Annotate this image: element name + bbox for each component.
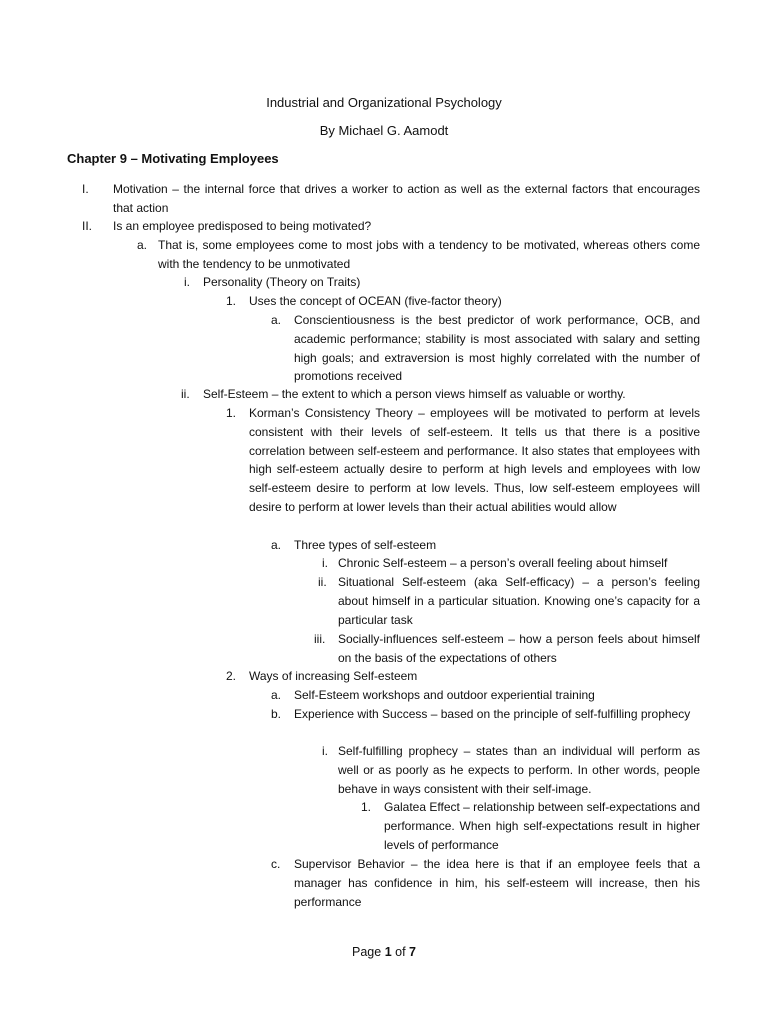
outline-text: Experience with Success – based on the principle of self-fulfilling prophecy [294,707,691,721]
outline-text: Conscientiousness is the best predictor of work performance, OCB, and academic performance; stability is most associated with salary and setting high goals; and extraversion is most highly correlated with the number of promotions received [294,313,700,384]
of-label: of [395,945,406,959]
outline-item-13 [226,667,700,686]
outline-item-5 [226,292,700,311]
outline-marker: a. [271,538,282,552]
outline-item-14 [271,686,700,705]
page-label: Page [352,945,382,959]
outline-item-3 [137,236,700,274]
outline-marker: b. [271,707,282,721]
outline-item-2 [82,217,700,236]
outline-marker: i. [322,556,328,570]
page-footer [0,944,768,960]
outline-item-10 [322,554,700,573]
outline-item-9 [271,536,700,555]
outline-marker: I. [82,182,89,196]
outline-text: Self-Esteem – the extent to which a person views himself as valuable or worthy. [203,387,626,401]
outline-item-1 [82,180,700,218]
outline-item-7 [181,385,700,404]
outline-item-18 [271,855,700,911]
outline-marker: 2. [226,669,237,683]
outline-marker: c. [271,857,281,871]
outline-marker: i. [184,275,190,289]
outline-text: Is an employee predisposed to being motivated? [113,219,372,233]
outline-item-6 [271,311,700,386]
document-title: Industrial and Organizational Psychology [266,95,502,110]
outline-marker: a. [271,313,282,327]
outline-marker: a. [271,688,282,702]
outline-text: Uses the concept of OCEAN (five-factor theory) [249,294,502,308]
outline-marker: 1. [361,800,372,814]
document-author: By Michael G. Aamodt [319,123,449,138]
outline-text: Three types of self-esteem [294,538,437,552]
outline-item-8 [226,404,700,517]
outline-item-15 [271,705,700,724]
outline-text: That is, some employees come to most jobs with a tendency to be motivated, whereas others come with the tendency to be unmotivated [158,238,700,271]
outline-item-4 [184,273,700,292]
outline-text: Motivation – the internal force that drives a worker to action as well as the external factors that encourages that action [113,182,700,215]
outline-marker: a. [137,238,148,252]
outline-item-11 [318,573,700,629]
outline-marker: i. [322,744,328,758]
outline-text: Ways of increasing Self-esteem [249,669,418,683]
outline-marker: iii. [314,632,326,646]
chapter-heading: Chapter 9 – Motivating Employees [67,151,279,166]
outline-text: Galatea Effect – relationship between self-expectations and performance. When high self-expectations result in higher levels of performance [384,800,700,852]
outline-text: Situational Self-esteem (aka Self-efficacy) – a person’s feeling about himself in a particular situation. Knowing one’s capacity for a particular task [338,575,700,627]
outline-text: Socially-influences self-esteem – how a person feels about himself on the basis of the expectations of others [338,632,700,665]
outline-text: Personality (Theory on Traits) [203,275,361,289]
outline-marker: II. [82,219,93,233]
outline-text: Supervisor Behavior – the idea here is that if an employee feels that a manager has confidence in him, his self-esteem will increase, then his performance [294,857,700,909]
total-pages: 7 [409,945,416,959]
outline-marker: 1. [226,294,237,308]
outline-item-12 [314,630,700,668]
outline-text: Self-Esteem workshops and outdoor experiential training [294,688,595,702]
outline-marker: 1. [226,406,237,420]
outline-text: Chronic Self-esteem – a person’s overall feeling about himself [338,556,668,570]
page-number: 1 [384,945,392,959]
outline-item-16 [322,742,700,798]
outline-item-17 [361,798,700,854]
outline-text: Self-fulfilling prophecy – states than an individual will perform as well or as poorly as he expects to perform. In other words, people behave in ways consistent with their self-image. [338,744,700,796]
outline-marker: ii. [318,575,327,589]
outline-text: Korman’s Consistency Theory – employees will be motivated to perform at levels consistent with their levels of self-esteem. It tells us that there is a positive correlation between self-esteem and performance. It also states that employees with high self-esteem actually desire to perform at high levels and employees with low self-esteem desire to perform at low levels. Thus, low self-esteem employees will desire to perform at lower levels than their actual abilities would allow [249,406,700,514]
outline-marker: ii. [181,387,190,401]
